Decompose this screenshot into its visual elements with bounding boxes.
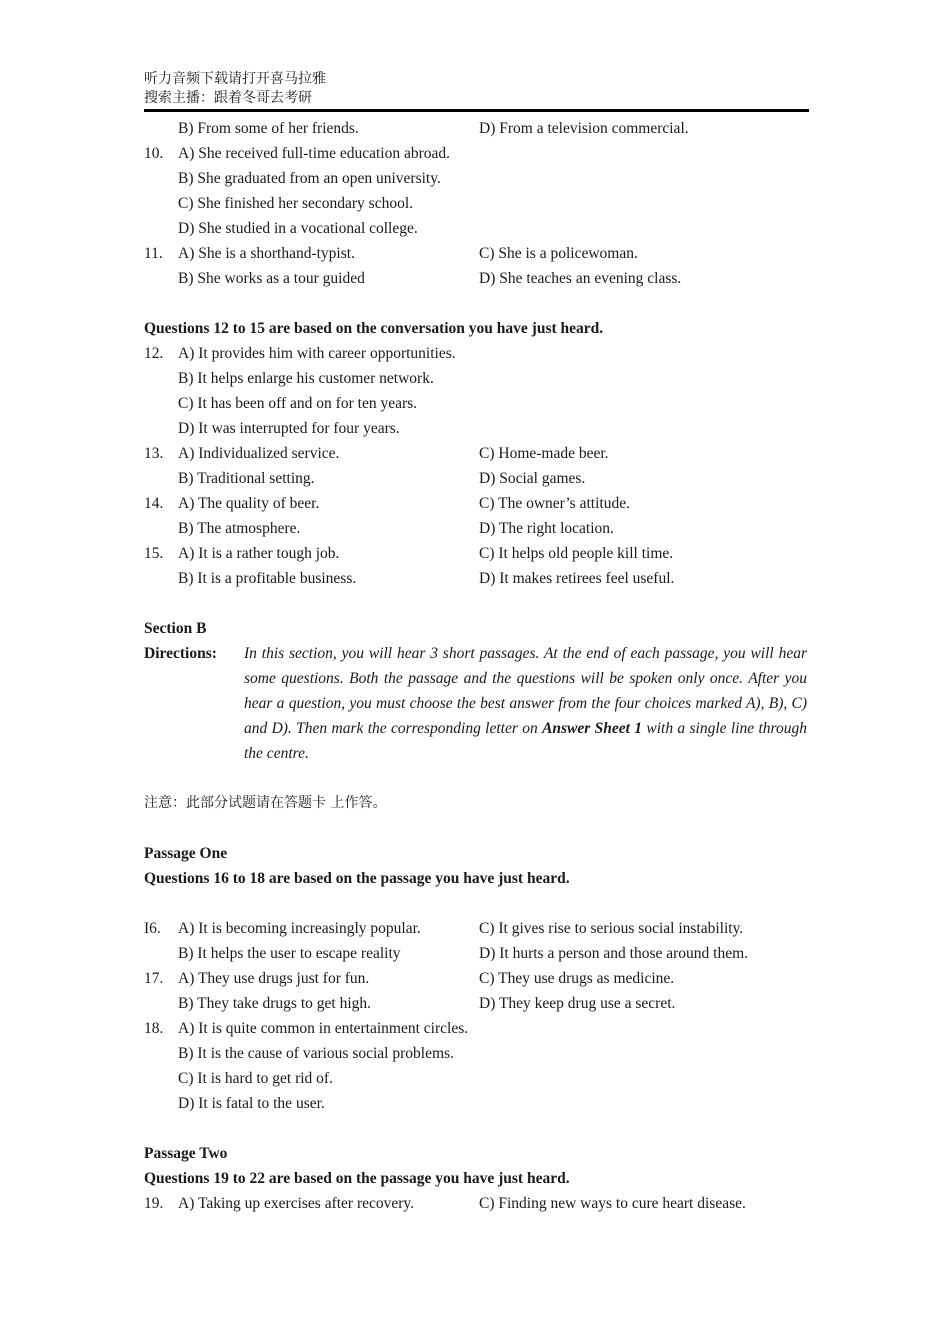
question-number: 11.	[144, 245, 163, 262]
option-b: B) It is the cause of various social problems.	[178, 1045, 454, 1062]
question-13	[144, 441, 814, 466]
option-a: A) They use drugs just for fun.	[178, 970, 370, 987]
option-d: D) She teaches an evening class.	[479, 270, 682, 287]
option-b: B) From some of her friends.	[178, 120, 359, 137]
directions-block	[144, 641, 814, 766]
question-15	[144, 541, 814, 566]
question-number: 18.	[144, 1020, 164, 1037]
question-19	[144, 1191, 814, 1216]
option-a: A) Taking up exercises after recovery.	[178, 1195, 415, 1212]
passage-one-title: Passage One	[144, 845, 228, 862]
option-b: B) It helps enlarge his customer network.	[178, 370, 434, 387]
option-a: A) She is a shorthand-typist.	[178, 245, 355, 262]
option-c: C) The owner’s attitude.	[479, 495, 630, 512]
option-a: A) It provides him with career opportunities.	[178, 345, 456, 362]
option-c: C) It gives rise to serious social instability.	[479, 920, 744, 937]
option-b: B) It is a profitable business.	[178, 570, 357, 587]
option-d: D) From a television commercial.	[479, 120, 689, 137]
passage-two-title: Passage Two	[144, 1145, 228, 1162]
option-c: C) It helps old people kill time.	[479, 545, 674, 562]
option-d: D) Social games.	[479, 470, 586, 487]
question-18	[144, 1016, 814, 1041]
question-10	[144, 141, 814, 166]
note-chinese: 注意：此部分试题请在答题卡 上作答。	[144, 795, 387, 811]
question-number: 10.	[144, 145, 164, 162]
answer-sheet-reference: Answer Sheet 1	[542, 720, 643, 737]
option-d: D) The right location.	[479, 520, 614, 537]
question-number: 19.	[144, 1195, 164, 1212]
directions-label: Directions:	[144, 645, 217, 662]
option-c: C) It has been off and on for ten years.	[178, 395, 418, 412]
question-17	[144, 966, 814, 991]
exam-content	[144, 116, 814, 1216]
heading-questions-19-22: Questions 19 to 22 are based on the passage you have just heard.	[144, 1170, 570, 1187]
option-a: A) It is a rather tough job.	[178, 545, 340, 562]
header-line-1: 听力音频下载请打开喜马拉雅	[144, 71, 326, 87]
question-number: 12.	[144, 345, 164, 362]
question-9-options-bd	[144, 116, 814, 141]
option-c: C) She finished her secondary school.	[178, 195, 414, 212]
option-c: C) They use drugs as medicine.	[479, 970, 675, 987]
question-number: 15.	[144, 545, 164, 562]
option-b: B) It helps the user to escape reality	[178, 945, 401, 962]
option-d: D) It hurts a person and those around them.	[479, 945, 749, 962]
option-b: B) The atmosphere.	[178, 520, 301, 537]
header-line-2: 搜索主播：跟着冬哥去考研	[144, 90, 312, 106]
option-a: A) The quality of beer.	[178, 495, 320, 512]
option-a: A) Individualized service.	[178, 445, 340, 462]
option-d: D) It was interrupted for four years.	[178, 420, 400, 437]
option-c: C) Home-made beer.	[479, 445, 609, 462]
option-a: A) It is becoming increasingly popular.	[178, 920, 421, 937]
option-d: D) They keep drug use a secret.	[479, 995, 676, 1012]
option-c: C) It is hard to get rid of.	[178, 1070, 333, 1087]
question-11	[144, 241, 814, 266]
option-b: B) She graduated from an open university.	[178, 170, 441, 187]
heading-questions-12-15: Questions 12 to 15 are based on the conversation you have just heard.	[144, 320, 604, 337]
option-c: C) She is a policewoman.	[479, 245, 638, 262]
question-14	[144, 491, 814, 516]
option-b: B) Traditional setting.	[178, 470, 315, 487]
question-number: 13.	[144, 445, 164, 462]
option-c: C) Finding new ways to cure heart disease.	[479, 1195, 746, 1212]
option-a: A) It is quite common in entertainment circles.	[178, 1020, 469, 1037]
question-16	[144, 916, 814, 941]
option-d: D) She studied in a vocational college.	[178, 220, 418, 237]
option-d: D) It makes retirees feel useful.	[479, 570, 675, 587]
option-a: A) She received full-time education abroad.	[178, 145, 450, 162]
question-number: I6.	[144, 920, 161, 937]
option-b: B) She works as a tour guided	[178, 270, 365, 287]
heading-questions-16-18: Questions 16 to 18 are based on the passage you have just heard.	[144, 870, 570, 887]
page-header	[144, 70, 809, 112]
question-number: 17.	[144, 970, 164, 987]
option-b: B) They take drugs to get high.	[178, 995, 372, 1012]
question-number: 14.	[144, 495, 164, 512]
option-d: D) It is fatal to the user.	[178, 1095, 325, 1112]
question-12	[144, 341, 814, 366]
directions-text: In this section, you will hear 3 short passages. At the end of each passage, you will hear some questions. Both the passage and the questions will be spoken only once. After you hear a question, you must choose the best answer from the four choices marked A), B), C) and D). Then mark the corresponding letter on Answer Sheet 1 with a single line through the centre.	[244, 645, 807, 762]
section-b-title: Section B	[144, 620, 207, 637]
